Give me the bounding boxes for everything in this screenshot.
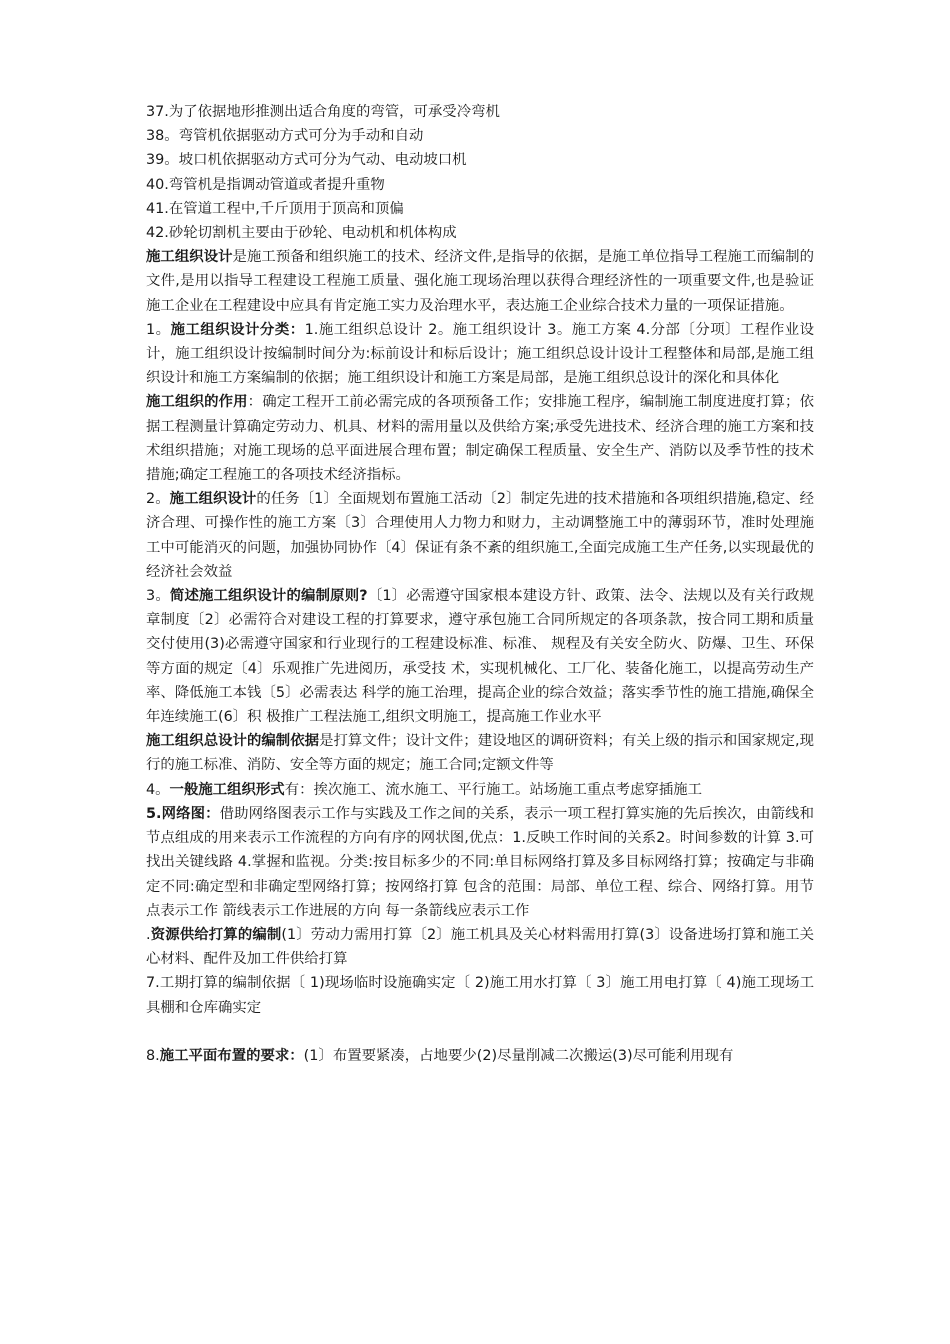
item-41: 41.在管道工程中,千斤顶用于顶高和顶偏 <box>146 200 404 217</box>
number: 8. <box>146 1047 160 1064</box>
term: 5.网络图： <box>146 805 220 822</box>
paragraph-design-principles <box>146 584 814 729</box>
prefix: . <box>146 926 151 943</box>
paragraph-organization-forms <box>146 778 814 802</box>
paragraph-design-basis <box>146 729 814 777</box>
term: 施工组织设计 <box>146 249 233 266</box>
blank-line <box>146 1020 814 1044</box>
body-text: 的任务〔1〕全面规划布置施工活动〔2〕制定先进的技术措施和各项组织措施,稳定、经济合理、可操作性的施工方案〔3〕合理使用人力物力和财力，主动调整施工中的薄弱环节，准时处理施工中可能消灭的问题，加强协同协作〔4〕保证有条不紊的组织施工,全面完成施工生产任务,以实现最优的经济社会效益 <box>146 491 814 580</box>
number: 4。 <box>146 781 170 798</box>
paragraph-organization-role <box>146 390 814 487</box>
item-38: 38。弯管机依据驱动方式可分为手动和自动 <box>146 128 424 145</box>
body-text: 是打算文件；设计文件；建设地区的调研资料；有关上级的指示和国家规定,现行的施工标准、消防、安全等方面的规定；施工合同;定额文件等 <box>146 733 814 774</box>
term: 施工组织设计 <box>169 491 257 508</box>
term: 简述施工组织设计的编制原则? <box>169 588 368 605</box>
paragraph-layout-requirements <box>146 1044 814 1068</box>
number: 1。 <box>146 321 171 338</box>
body-text: 1.施工组织总设计 2。施工组织设计 3。施工方案 4.分部〔分项〕工程作业设计，施工组织设计按编制时间分为:标前设计和标后设计；施工组织总设计设计工程整体和局部,是施工组织设计和施工方案编制的依据；施工组织设计和施工方案是局部，是施工组织总设计的深化和具体化 <box>146 321 814 387</box>
number: 2。 <box>146 491 170 508</box>
term: 资源供给打算的编制 <box>150 926 282 943</box>
paragraph-design-classification <box>146 318 814 391</box>
term: 一般施工组织形式 <box>169 781 285 798</box>
body-text: 借助网络图表示工作与实践及工作之间的关系，表示一项工程打算实施的先后挨次，由箭线和节点组成的用来表示工作流程的方向有序的网状图,优点：1.反映工作时间的关系2。时间参数的计算 3.可找出关键线路 4.掌握和监视。分类:按目标多少的不同:单目标网络打算及多目标网络打算；按确定与非确定不同:确定型和非确定型网络打算；按网络打算 包含的范围：局部、单位工程、综合、网络打算。用节点表示工作 箭线表示工作进展的方向 每一条箭线应表示工作 <box>146 805 814 919</box>
item-39: 39。坡口机依据驱动方式可分为气动、电动坡口机 <box>146 152 467 169</box>
body-text: (1〕劳动力需用打算〔2〕施工机具及关心材料需用打算(3〕设备进场打算和施工关心材料、配件及加工件供给打算 <box>146 926 814 968</box>
term: 施工组织总设计的编制依据 <box>146 733 320 750</box>
paragraph-resource-plan <box>146 923 814 971</box>
body-text: 是施工预备和组织施工的技术、经济文件,是指导的依据，是施工单位指导工程施工而编制的文件,是用以指导工程建设工程施工质量、强化施工现场治理以获得合理经济性的一项重要文件,也是验证施工企业在工程建设中应具有肯定施工实力及治理水平，表达施工企业综合技术力量的一项保证措施。 <box>146 249 814 314</box>
paragraph-network-diagram <box>146 802 814 923</box>
body-text: (1〕布置要紧凑，占地要少(2)尽量削减二次搬运(3)尽可能利用现有 <box>303 1047 734 1064</box>
paragraph-design-task <box>146 487 814 584</box>
term: 施工组织的作用 <box>146 394 248 411</box>
document-body <box>146 100 814 1068</box>
number: 3。 <box>146 588 170 605</box>
body-text: ：确定工程开工前必需完成的各项预备工作；安排施工程序，编制施工制度进度打算；依据工程测量计算确定劳动力、机具、材料的需用量以及供给方案;承受先进技术、经济合理的施工方案和技术组织措施；对施工现场的总平面进展合理布置；制定确保工程质量、安全生产、消防以及季节性的技术措施;确定工程施工的各项技术经济指标。 <box>146 394 814 484</box>
item-40: 40.弯管机是指调动管道或者提升重物 <box>146 176 385 193</box>
term: 施工组织设计分类： <box>170 321 305 338</box>
term: 施工平面布置的要求： <box>159 1047 304 1064</box>
body-text: 有：挨次施工、流水施工、平行施工。站场施工重点考虑穿插施工 <box>284 781 703 798</box>
body-text: 〔1〕必需遵守国家根本建设方针、政策、法令、法规以及有关行政规章制度〔2〕必需符合对建设工程的打算要求，遵守承包施工合同所规定的各项条款，按合同工期和质量交付使用(3)必需遵守国家和行业现行的工程建设标准、标准、 规程及有关安全防火、防爆、卫生、环保等方面的规定〔4〕乐观推广先进阅历，承受技 术，实现机械化、工厂化、装备化施工，以提高劳动生产率、降低施工本钱〔5〕必需表达 科学的施工治理，提高企业的综合效益；落实季节性的施工措施,确保全年连续施工(6〕积 极推广工程法施工,组织文明施工，提高施工作业水平 <box>146 588 814 726</box>
paragraph-design-definition <box>146 245 814 318</box>
item-42: 42.砂轮切割机主要由于砂轮、电动机和机体构成 <box>146 225 457 242</box>
paragraph-schedule-basis: 7.工期打算的编制依据〔 1)现场临时设施确实定〔 2)施工用水打算〔 3〕施工用电打算〔 4)施工现场工具棚和仓库确实定 <box>146 975 814 1016</box>
item-37: 37.为了依据地形推测出适合角度的弯管，可承受冷弯机 <box>146 104 500 120</box>
